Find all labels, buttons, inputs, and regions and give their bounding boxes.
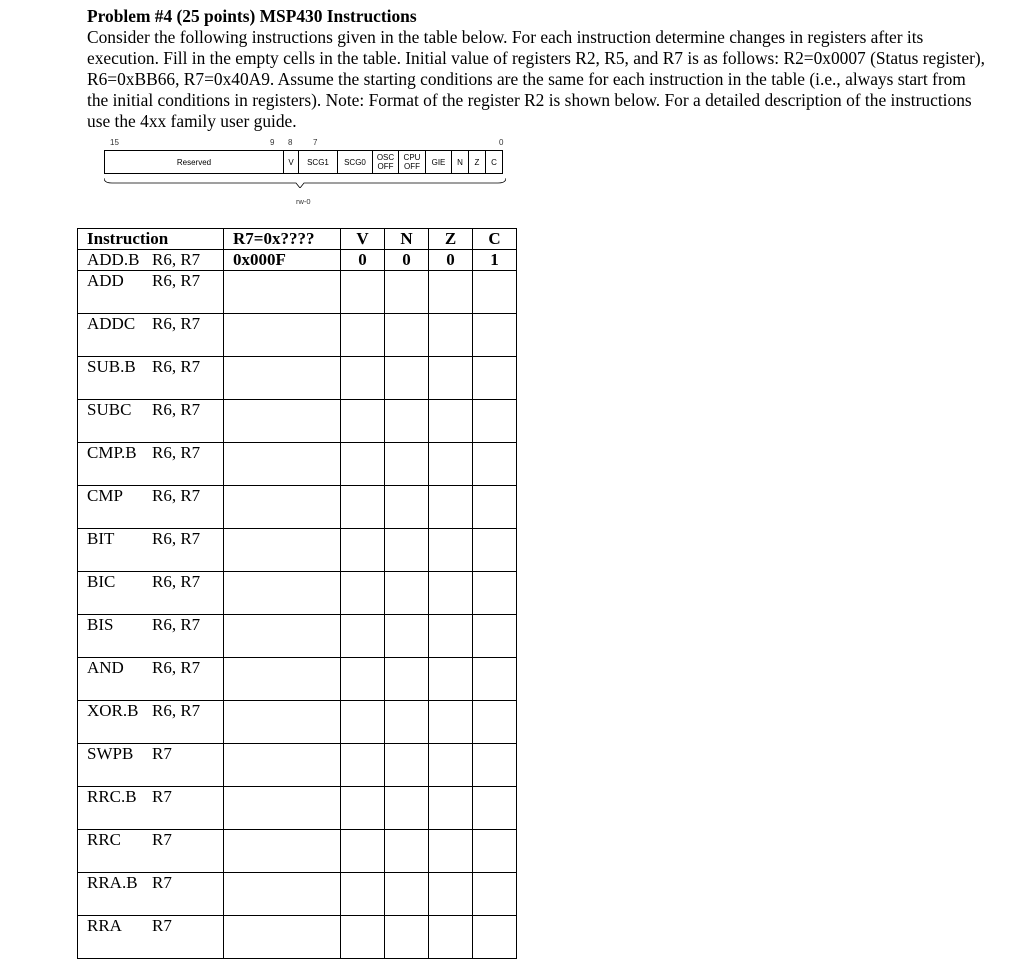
r7-answer-cell[interactable] (224, 744, 341, 787)
header-c: C (473, 229, 517, 250)
c-answer-cell[interactable] (473, 701, 517, 744)
n-answer-cell[interactable] (385, 314, 429, 357)
instruction-opcode: RRA (87, 916, 122, 935)
r7-answer-cell[interactable] (224, 400, 341, 443)
r7-answer-cell[interactable] (224, 658, 341, 701)
header-n: N (385, 229, 429, 250)
z-answer-cell[interactable] (429, 443, 473, 486)
v-answer-cell[interactable] (341, 357, 385, 400)
r7-answer-cell[interactable] (224, 271, 341, 314)
example-c: 1 (473, 250, 517, 271)
n-answer-cell[interactable] (385, 787, 429, 830)
v-answer-cell[interactable] (341, 271, 385, 314)
r7-answer-cell[interactable] (224, 873, 341, 916)
example-n: 0 (385, 250, 429, 271)
instruction-operands: R6, R7 (152, 486, 201, 505)
c-answer-cell[interactable] (473, 572, 517, 615)
v-answer-cell[interactable] (341, 572, 385, 615)
n-answer-cell[interactable] (385, 658, 429, 701)
v-answer-cell[interactable] (341, 787, 385, 830)
field-scg0: SCG0 (337, 150, 373, 174)
status-register-diagram (100, 138, 510, 208)
field-c: C (485, 150, 503, 174)
instruction-operands: R6, R7 (152, 357, 201, 376)
problem-statement (87, 6, 987, 132)
r7-answer-cell[interactable] (224, 529, 341, 572)
instruction-operands: R6, R7 (152, 615, 201, 634)
header-instruction: Instruction (78, 229, 224, 250)
instruction-cell (78, 615, 224, 658)
n-answer-cell[interactable] (385, 529, 429, 572)
instruction-cell (78, 314, 224, 357)
c-answer-cell[interactable] (473, 916, 517, 959)
table-row (78, 615, 517, 658)
r7-answer-cell[interactable] (224, 486, 341, 529)
instruction-opcode: ADD (87, 271, 124, 290)
v-answer-cell[interactable] (341, 916, 385, 959)
n-answer-cell[interactable] (385, 701, 429, 744)
c-answer-cell[interactable] (473, 443, 517, 486)
r7-answer-cell[interactable] (224, 787, 341, 830)
instruction-opcode: XOR.B (87, 701, 139, 720)
v-answer-cell[interactable] (341, 400, 385, 443)
field-n: N (451, 150, 469, 174)
instruction-opcode: ADDC (87, 314, 136, 333)
z-answer-cell[interactable] (429, 529, 473, 572)
n-answer-cell[interactable] (385, 916, 429, 959)
c-answer-cell[interactable] (473, 529, 517, 572)
r7-answer-cell[interactable] (224, 572, 341, 615)
z-answer-cell[interactable] (429, 830, 473, 873)
n-answer-cell[interactable] (385, 873, 429, 916)
instruction-opcode: RRC (87, 830, 122, 849)
instruction-cell (78, 787, 224, 830)
instruction-operands: R7 (152, 787, 172, 806)
r7-answer-cell[interactable] (224, 916, 341, 959)
field-reserved: Reserved (104, 150, 284, 174)
z-answer-cell[interactable] (429, 744, 473, 787)
z-answer-cell[interactable] (429, 271, 473, 314)
z-answer-cell[interactable] (429, 916, 473, 959)
instruction-operands: R6, R7 (152, 400, 201, 419)
c-answer-cell[interactable] (473, 400, 517, 443)
field-scg1: SCG1 (298, 150, 338, 174)
instruction-opcode: BIS (87, 615, 114, 634)
header-r7: R7=0x???? (224, 229, 341, 250)
n-answer-cell[interactable] (385, 744, 429, 787)
table-row (78, 572, 517, 615)
instruction-cell (78, 658, 224, 701)
v-answer-cell[interactable] (341, 314, 385, 357)
instruction-opcode: RRA.B (87, 873, 138, 892)
instruction-cell (78, 400, 224, 443)
r7-answer-cell[interactable] (224, 615, 341, 658)
instruction-operands: R6, R7 (152, 271, 201, 290)
instruction-cell (78, 916, 224, 959)
header-v: V (341, 229, 385, 250)
c-answer-cell[interactable] (473, 314, 517, 357)
n-answer-cell[interactable] (385, 486, 429, 529)
z-answer-cell[interactable] (429, 615, 473, 658)
instruction-opcode: RRC.B (87, 787, 137, 806)
v-answer-cell[interactable] (341, 701, 385, 744)
example-v: 0 (341, 250, 385, 271)
v-answer-cell[interactable] (341, 658, 385, 701)
table-row (78, 830, 517, 873)
table-row (78, 787, 517, 830)
instruction-cell (78, 744, 224, 787)
instruction-cell (78, 443, 224, 486)
c-answer-cell[interactable] (473, 615, 517, 658)
instruction-opcode: BIT (87, 529, 115, 548)
instruction-operands: R7 (152, 830, 172, 849)
bit-label-7: 7 (313, 138, 318, 147)
z-answer-cell[interactable] (429, 486, 473, 529)
n-answer-cell[interactable] (385, 271, 429, 314)
instruction-operands: R6, R7 (152, 572, 201, 591)
table-row (78, 658, 517, 701)
r7-answer-cell[interactable] (224, 314, 341, 357)
instruction-operands: R6, R7 (152, 701, 201, 720)
v-answer-cell[interactable] (341, 830, 385, 873)
n-answer-cell[interactable] (385, 400, 429, 443)
instruction-operands: R6, R7 (152, 658, 201, 677)
table-row (78, 357, 517, 400)
r7-answer-cell[interactable] (224, 443, 341, 486)
instruction-cell (78, 701, 224, 744)
instruction-cell (78, 529, 224, 572)
n-answer-cell[interactable] (385, 357, 429, 400)
r7-answer-cell[interactable] (224, 830, 341, 873)
instruction-operands: R6, R7 (152, 529, 201, 548)
table-row (78, 314, 517, 357)
bit-label-9: 9 (270, 138, 275, 147)
instruction-opcode: CMP.B (87, 443, 137, 462)
v-answer-cell[interactable] (341, 873, 385, 916)
field-z: Z (468, 150, 486, 174)
bit-label-15: 15 (110, 138, 119, 147)
z-answer-cell[interactable] (429, 787, 473, 830)
problem-title: Problem #4 (25 points) MSP430 Instructions (87, 6, 417, 26)
instruction-cell (78, 830, 224, 873)
instruction-opcode: SUB.B (87, 357, 136, 376)
v-answer-cell[interactable] (341, 529, 385, 572)
v-answer-cell[interactable] (341, 443, 385, 486)
table-row (78, 529, 517, 572)
field-v: V (283, 150, 299, 174)
n-answer-cell[interactable] (385, 572, 429, 615)
instruction-cell (78, 357, 224, 400)
example-z: 0 (429, 250, 473, 271)
c-answer-cell[interactable] (473, 486, 517, 529)
instruction-opcode: BIC (87, 572, 116, 591)
n-answer-cell[interactable] (385, 830, 429, 873)
instruction-opcode: SUBC (87, 400, 132, 419)
example-row (78, 250, 517, 271)
access-label: rw-0 (296, 197, 311, 206)
c-answer-cell[interactable] (473, 830, 517, 873)
instruction-table (77, 228, 517, 959)
n-answer-cell[interactable] (385, 615, 429, 658)
v-answer-cell[interactable] (341, 486, 385, 529)
c-answer-cell[interactable] (473, 744, 517, 787)
example-instruction: ADD.B R6, R7 (78, 250, 224, 271)
instruction-cell (78, 271, 224, 314)
field-gie: GIE (425, 150, 452, 174)
c-answer-cell[interactable] (473, 271, 517, 314)
instruction-operands: R6, R7 (152, 314, 201, 333)
z-answer-cell[interactable] (429, 701, 473, 744)
register-brace (104, 178, 506, 188)
table-row (78, 271, 517, 314)
c-answer-cell[interactable] (473, 658, 517, 701)
instruction-opcode: AND (87, 658, 124, 677)
c-answer-cell[interactable] (473, 357, 517, 400)
z-answer-cell[interactable] (429, 658, 473, 701)
z-answer-cell[interactable] (429, 314, 473, 357)
instruction-opcode: CMP (87, 486, 123, 505)
c-answer-cell[interactable] (473, 873, 517, 916)
table-row (78, 701, 517, 744)
bit-label-0: 0 (499, 138, 504, 147)
table-row (78, 744, 517, 787)
z-answer-cell[interactable] (429, 572, 473, 615)
n-answer-cell[interactable] (385, 443, 429, 486)
r7-answer-cell[interactable] (224, 701, 341, 744)
instruction-operands: R7 (152, 873, 172, 892)
instruction-opcode: SWPB (87, 744, 134, 763)
table-row (78, 443, 517, 486)
r7-answer-cell[interactable] (224, 357, 341, 400)
instruction-operands: R6, R7 (152, 443, 201, 462)
bit-label-8: 8 (288, 138, 293, 147)
example-r7: 0x000F (224, 250, 341, 271)
table-row (78, 400, 517, 443)
table-row (78, 873, 517, 916)
instruction-operands: R7 (152, 744, 172, 763)
instruction-cell (78, 572, 224, 615)
table-row (78, 486, 517, 529)
field-cpuoff: CPU OFF (398, 150, 426, 174)
instruction-cell (78, 486, 224, 529)
header-z: Z (429, 229, 473, 250)
c-answer-cell[interactable] (473, 787, 517, 830)
v-answer-cell[interactable] (341, 744, 385, 787)
table-header-row (78, 229, 517, 250)
v-answer-cell[interactable] (341, 615, 385, 658)
table-row (78, 916, 517, 959)
instruction-cell (78, 873, 224, 916)
field-oscoff: OSC OFF (372, 150, 399, 174)
instruction-operands: R7 (152, 916, 172, 935)
z-answer-cell[interactable] (429, 400, 473, 443)
z-answer-cell[interactable] (429, 873, 473, 916)
z-answer-cell[interactable] (429, 357, 473, 400)
problem-text: Consider the following instructions given in the table below. For each instruction determine changes in registers after its execution. Fill in the empty cells in the table. Initial value of registers R2, R5, and R7 is as follows: R2=0x0007 (Status register), R6=0xBB66, R7=0x40A9. Assume the starting conditions are the same for each instruction in the table (i.e., always start from the initial conditions in registers). Note: Format of the register R2 is shown below. For a detailed description of the instructions use the 4xx family user guide. (87, 27, 986, 131)
